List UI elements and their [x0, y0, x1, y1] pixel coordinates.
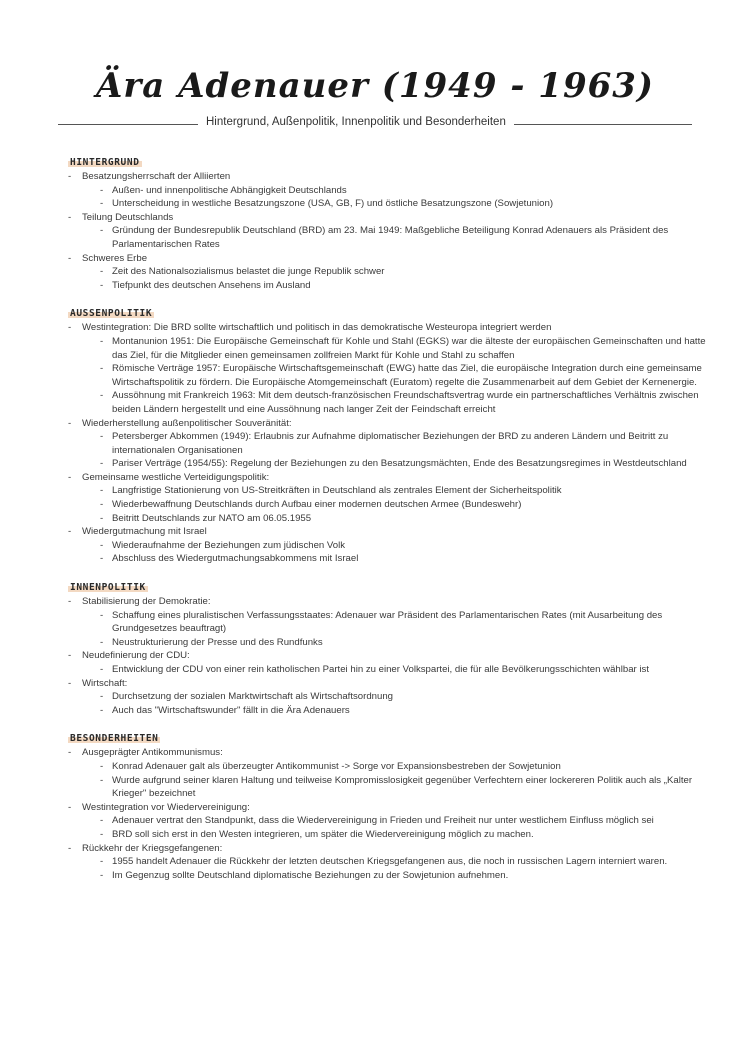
page-subtitle: Hintergrund, Außenpolitik, Innenpolitik und Besonderheiten — [206, 116, 506, 128]
bullet-text: Rückkehr der Kriegsgefangenen: — [82, 842, 223, 854]
section-heading: INNENPOLITIK — [70, 582, 146, 594]
sub-bullet-item: - Zeit des Nationalsozialismus belastet die junge Republik schwer — [112, 265, 708, 279]
sub-bullet-list — [82, 760, 708, 801]
sub-bullet-list — [82, 184, 708, 211]
bullet-text: Ausgeprägter Antikommunismus: — [82, 747, 223, 759]
bullet-list — [68, 321, 708, 566]
section-heading: AUSSENPOLITIK — [70, 308, 153, 320]
bullet-item — [82, 211, 708, 252]
section-aussenpolitik — [68, 303, 708, 566]
bullet-text: Wirtschaft: — [82, 677, 128, 689]
sub-bullet-item: - Im Gegenzug sollte Deutschland diplomatische Beziehungen zu der Sowjetunion aufnehmen. — [112, 869, 708, 883]
bullet-text: Neudefinierung der CDU: — [82, 650, 190, 662]
sub-bullet-list — [82, 335, 708, 417]
sub-bullet-list — [82, 814, 708, 841]
bullet-item — [82, 321, 708, 416]
bullet-item — [82, 252, 708, 293]
bullet-item — [82, 525, 708, 566]
sub-bullet-item: - Aussöhnung mit Frankreich 1963: Mit dem deutsch-französischen Freundschaftsvertrag wurde ein partnerschaftliches Verhältnis zwischen beiden Ländern hergestellt und eine Aussöhnung nach langer Zeit der Feindschaft erreicht — [112, 389, 708, 416]
bullet-text: Schweres Erbe — [82, 252, 148, 264]
bullet-text: Wiederherstellung außenpolitischer Souveränität: — [82, 417, 292, 429]
sub-bullet-item: - Montanunion 1951: Die Europäische Gemeinschaft für Kohle und Stahl (EGKS) war die älteste der europäischen Gemeinschaften und hatte das Ziel, für die Mitglieder einen gemeinsamen zollfreien Markt für Kohle und Stahl zu schaffen — [112, 335, 708, 362]
sub-bullet-item: - Langfristige Stationierung von US-Streitkräften in Deutschland als zentrales Element der Sicherheitspolitik — [112, 484, 708, 498]
sub-bullet-item: - Pariser Verträge (1954/55): Regelung der Beziehungen zu den Besatzungsmächten, Ende des Besatzungsregimes in Westdeutschland — [112, 457, 708, 471]
bullet-item — [82, 801, 708, 842]
bullet-text: Westintegration vor Wiedervereinigung: — [82, 801, 250, 813]
bullet-item — [82, 842, 708, 883]
bullet-item — [82, 170, 708, 211]
sub-bullet-item: - Unterscheidung in westliche Besatzungszone (USA, GB, F) und östliche Besatzungszone (Sowjetunion) — [112, 197, 708, 211]
sub-bullet-item: - Beitritt Deutschlands zur NATO am 06.05.1955 — [112, 512, 708, 526]
sub-bullet-list — [82, 224, 708, 251]
section-innenpolitik — [68, 577, 708, 717]
subtitle-rule-left — [58, 124, 198, 125]
sub-bullet-item: - Adenauer vertrat den Standpunkt, dass die Wiedervereinigung in Frieden und Freiheit nur unter westlichem Einfluss möglich sei — [112, 814, 708, 828]
sub-bullet-item: - Wiederbewaffnung Deutschlands durch Aufbau einer modernen deutschen Armee (Bundeswehr) — [112, 498, 708, 512]
bullet-item — [82, 649, 708, 676]
sub-bullet-item: - Außen- und innenpolitische Abhängigkeit Deutschlands — [112, 184, 708, 198]
subtitle-row — [58, 116, 692, 132]
bullet-item — [82, 417, 708, 471]
section-heading: HINTERGRUND — [70, 157, 140, 168]
page-title: Ära Adenauer (1949 - 1963) — [95, 66, 654, 106]
sub-bullet-item: - Petersberger Abkommen (1949): Erlaubnis zur Aufnahme diplomatischer Beziehungen der BRD zu anderen Ländern und Beitritt zu internationalen Organisationen — [112, 430, 708, 457]
sub-bullet-item: - Gründung der Bundesrepublik Deutschland (BRD) am 23. Mai 1949: Maßgebliche Beteiligung Konrad Adenauers als Präsident des Parlamentarischen Rates — [112, 224, 708, 251]
sub-bullet-item: - Schaffung eines pluralistischen Verfassungsstaates: Adenauer war Präsident des Parlamentarischen Rates (mit Ausarbeitung des Grundgesetzes beauftragt) — [112, 609, 708, 636]
bullet-list — [68, 746, 708, 882]
sub-bullet-list — [82, 609, 708, 650]
sub-bullet-list — [82, 484, 708, 525]
sub-bullet-list — [82, 430, 708, 471]
sub-bullet-item: - Neustrukturierung der Presse und des Rundfunks — [112, 636, 708, 650]
document-content — [68, 152, 708, 893]
bullet-list — [68, 170, 708, 292]
subtitle-rule-right — [514, 124, 692, 125]
sub-bullet-item: - Tiefpunkt des deutschen Ansehens im Ausland — [112, 279, 708, 293]
sub-bullet-list — [82, 539, 708, 566]
bullet-text: Teilung Deutschlands — [82, 211, 174, 223]
sub-bullet-item: - Abschluss des Wiedergutmachungsabkommens mit Israel — [112, 552, 708, 566]
sub-bullet-item: - Konrad Adenauer galt als überzeugter Antikommunist -> Sorge vor Expansionsbestreben der Sowjetunion — [112, 760, 708, 774]
sub-bullet-item: - 1955 handelt Adenauer die Rückkehr der letzten deutschen Kriegsgefangenen aus, die noch in russischen Lagern interniert waren. — [112, 855, 708, 869]
bullet-item — [82, 595, 708, 649]
bullet-text: Stabilisierung der Demokratie: — [82, 596, 211, 608]
sub-bullet-list — [82, 690, 708, 717]
sub-bullet-item: - Durchsetzung der sozialen Marktwirtschaft als Wirtschaftsordnung — [112, 690, 708, 704]
section-besonderheiten — [68, 728, 708, 882]
sub-bullet-item: - Römische Verträge 1957: Europäische Wirtschaftsgemeinschaft (EWG) hatte das Ziel, die europäische Integration durch eine gemeinsame Wirtschaftspolitik zu fördern. Die Europäische Atomgemeinschaft (Euratom) regelte die Zusammenarbeit auf dem Gebiet der Kernenergie. — [112, 362, 708, 389]
bullet-text: Besatzungsherrschaft der Alliierten — [82, 171, 231, 182]
sub-bullet-item: - Auch das "Wirtschaftswunder" fällt in die Ära Adenauers — [112, 704, 708, 718]
sub-bullet-item: - BRD soll sich erst in den Westen integrieren, um später die Wiedervereinigung möglich zu machen. — [112, 828, 708, 842]
sub-bullet-list — [82, 265, 708, 292]
sub-bullet-item: - Wiederaufnahme der Beziehungen zum jüdischen Volk — [112, 539, 708, 553]
bullet-text: Westintegration: Die BRD sollte wirtschaftlich und politisch in das demokratische Westeuropa integriert werden — [82, 322, 552, 334]
bullet-text: Gemeinsame westliche Verteidigungspolitik: — [82, 471, 270, 483]
sub-bullet-item: - Entwicklung der CDU von einer rein katholischen Partei hin zu einer Volkspartei, die für alle Bevölkerungsschichten wählbar ist — [112, 663, 708, 677]
bullet-list — [68, 595, 708, 717]
section-hintergrund — [68, 152, 708, 292]
bullet-item — [82, 746, 708, 800]
sub-bullet-list — [82, 855, 708, 882]
sub-bullet-list — [82, 663, 708, 677]
bullet-item — [82, 677, 708, 718]
bullet-text: Wiedergutmachung mit Israel — [82, 526, 207, 538]
bullet-item — [82, 471, 708, 525]
sub-bullet-item: - Wurde aufgrund seiner klaren Haltung und teilweise Kompromisslosigkeit gegenüber Verfechtern einer lockereren Politik auch als „Kalter Krieger" bezeichnet — [112, 774, 708, 801]
section-heading: BESONDERHEITEN — [70, 733, 159, 745]
